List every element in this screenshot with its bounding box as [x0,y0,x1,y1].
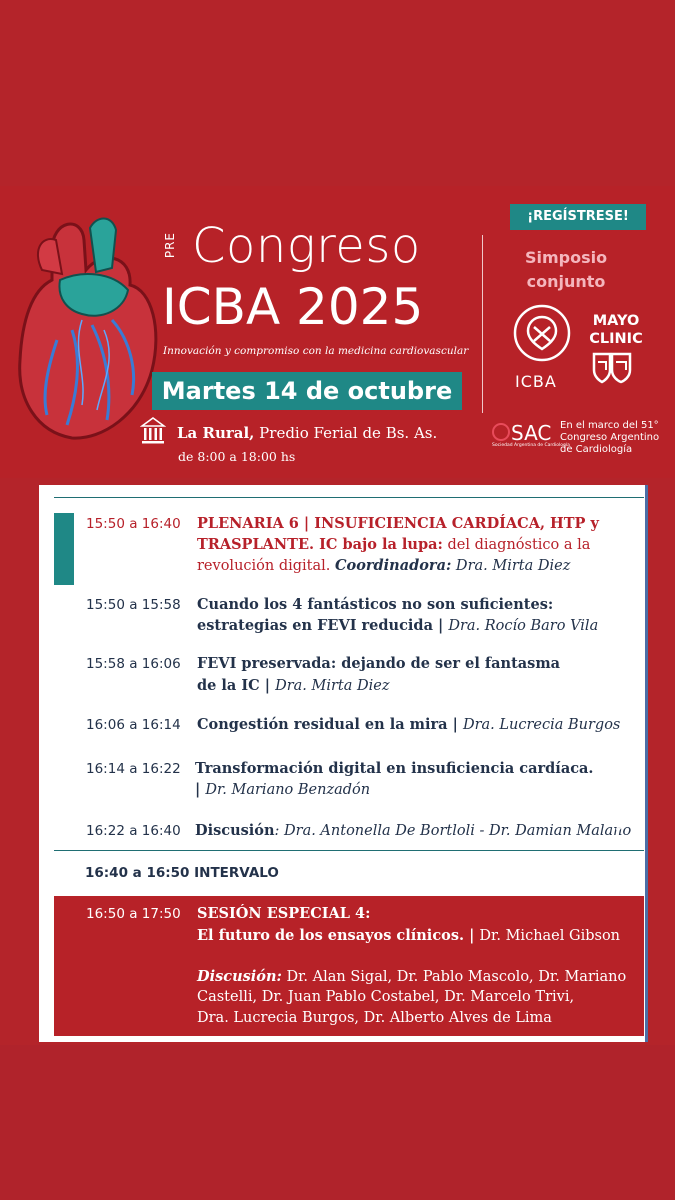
talk-title-line2 [197,675,389,697]
sac-ring-icon [492,423,510,441]
coordinator-label: Coordinadora: [335,557,452,574]
chevron-left-icon[interactable] [52,775,86,833]
intervalo: 16:40 a 16:50 INTERVALO [85,865,279,881]
plenaria-title-line3 [197,555,570,577]
talk-separator: | [195,781,206,798]
coordinator-name: Dra. Mirta Diez [451,558,571,574]
sac-label: SAC [511,421,552,445]
talk-time: 15:50 a 15:58 [86,597,181,613]
special-discussion-line3: Dra. Lucrecia Burgos, Dr. Alberto Alves de Lima [197,1010,552,1026]
special-discussion-line1 [197,966,626,988]
talk-time: 16:06 a 16:14 [86,717,181,733]
building-icon [140,416,166,446]
congress-context [560,420,659,456]
congress-title: Congreso [192,218,421,274]
talk-title-cont: de la IC | [197,677,276,694]
talk-time: 16:14 a 16:22 [86,761,181,777]
heart-illustration [12,210,164,446]
talk-title-cont: estrategias en FEVI reducida | [197,617,449,634]
talk-speaker: Dra. Lucrecia Burgos [462,717,621,733]
discussion-speakers: : Dra. Antonella De Bortloli - Dr. Damian Malano [274,823,632,839]
plenaria-subtitle: del diagnóstico a la [442,537,591,553]
discussion-label: Discusión [195,822,275,839]
talk-speaker: Dra. Rocío Baro Vila [448,618,599,634]
mayo-shield-icon [590,350,642,384]
plenaria-subtitle-end: revolución digital. [197,558,336,574]
plenaria-heading: PLENARIA 6 | INSUFICIENCIA CARDÍACA, HTP y [197,515,599,532]
event-hours: de 8:00 a 18:00 hs [178,449,296,464]
icba-logo-icon [512,303,572,363]
talk-title-line2 [195,779,370,801]
chevron-right-icon[interactable] [612,775,646,833]
talk-title: Congestión residual en la mira | [197,716,463,733]
card-scroll-edge [645,485,648,1042]
symposium-label [508,246,624,294]
context-line1: En el marco del 51° [560,420,659,431]
card-top-divider [54,497,644,498]
special-discussion-label: Discusión: [197,968,282,985]
plenaria-time: 15:50 a 16:40 [86,516,181,532]
talk-title: Transformación digital en insuficiencia cardíaca. [195,760,594,777]
mayo-line2: CLINIC [589,331,643,347]
talk-time: 15:58 a 16:06 [86,656,181,672]
special-subtitle-line [197,925,620,947]
page-background-bottom [0,1045,675,1200]
congress-title-year: ICBA 2025 [162,278,424,336]
context-line3: de Cardiología [560,444,633,455]
mayo-clinic-label [585,312,647,348]
sac-subtitle: Sociedad Argentina de Cardiología [492,443,570,448]
congress-tagline: Innovación y compromiso con la medicina cardiovascular [163,345,469,357]
special-title: SESIÓN ESPECIAL 4: [197,905,371,922]
register-button[interactable]: ¡REGÍSTRESE! [510,204,646,230]
special-subtitle: El futuro de los ensayos clínicos. | [197,927,480,944]
symposium-line2: conjunto [526,272,606,291]
event-date: Martes 14 de octubre [152,372,462,410]
plenaria-title-line1 [197,513,599,535]
talk-time: 16:22 a 16:40 [86,823,181,839]
talk-title: FEVI preservada: dejando de ser el fantasma [197,655,561,672]
talk-speaker: Dra. Mirta Diez [275,678,390,694]
plenaria-accent-bar [54,513,74,585]
special-discussion-line2: Castelli, Dr. Juan Pablo Costabel, Dr. Marcelo Trivi, [197,989,575,1005]
icba-label: ICBA [515,372,557,391]
talk-title-line2 [197,615,598,637]
symposium-line1: Simposio [524,248,608,267]
special-speaker: Dr. Michael Gibson [479,928,621,944]
plenaria-subheading: TRASPLANTE. IC bajo la lupa: [197,536,443,553]
divider [54,850,644,851]
pre-label: PRE [163,232,177,259]
special-discussion-names: Dr. Alan Sigal, Dr. Pablo Mascolo, Dr. Mariano [281,969,627,985]
talk-speaker: Dr. Mariano Benzadón [205,782,371,798]
talk-title: Cuando los 4 fantásticos no son suficientes: [197,596,554,613]
venue-name: La Rural, [177,424,255,442]
venue-detail: Predio Ferial de Bs. As. [254,424,438,442]
context-line2: Congreso Argentino [560,432,660,443]
mayo-line1: MAYO [592,313,640,329]
sac-logo [492,421,551,445]
plenaria-title-line2 [197,534,590,556]
discussion-line [195,820,631,842]
banner-divider [482,235,483,413]
venue [177,424,437,442]
special-time: 16:50 a 17:50 [86,906,181,922]
talk-title-line [197,714,620,736]
